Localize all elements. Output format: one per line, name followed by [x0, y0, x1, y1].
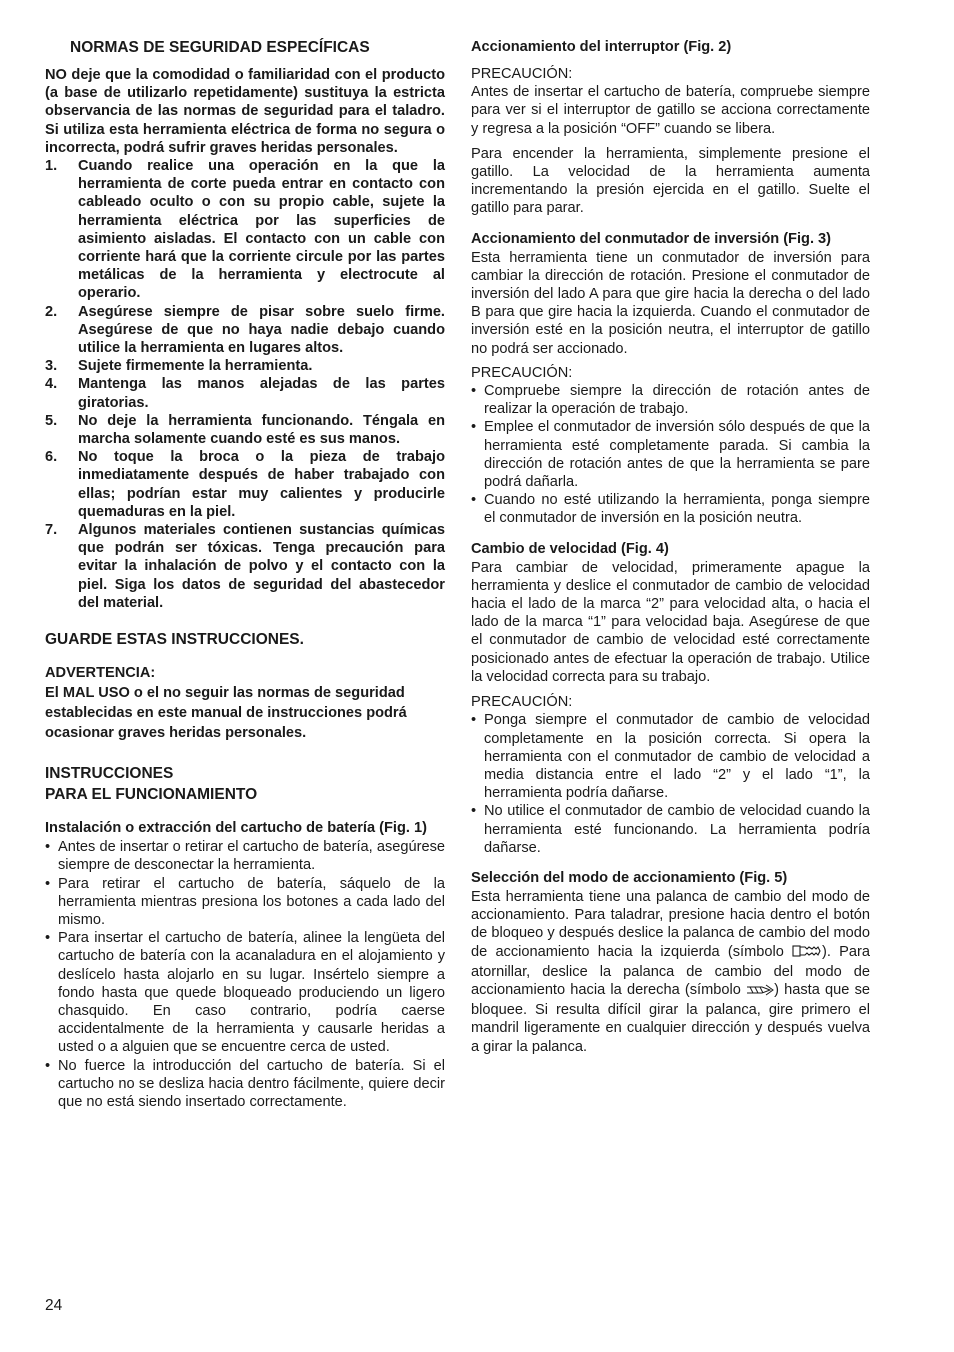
list-item: • Para insertar el cartucho de batería, alinee la lengüeta del cartucho de batería con la acanaladura en el alojamiento y deslícelo hasta alojarlo en su lugar. Insértelo siempre a fondo hasta que quede bloqueado produciendo un ligero chasquido. En caso contrario, podría caerse accidentalmente de la herramienta y causarle heridas a usted o a alguien que se encuentre cerca de usted.	[45, 930, 445, 1056]
list-item: • Cuando no esté utilizando la herramienta, ponga siempre el conmutador de inversión en la posición neutra.	[471, 492, 870, 527]
list-item: 4. Mantenga las manos alejadas de las partes giratorias.	[45, 376, 445, 411]
inversion-prec-label: PRECAUCIÓN:	[471, 364, 573, 381]
advertencia-title: ADVERTENCIA:	[45, 665, 156, 682]
list-item: 5. No deje la herramienta funcionando. Téngala en marcha solamente cuando esté es sus manos.	[45, 412, 445, 448]
advertencia-text: El MAL USO o el no seguir las normas de seguridad establecidas en este manual de instrucciones podrá ocasionar graves heridas personales.	[45, 685, 407, 742]
list-item: • Ponga siempre el conmutador de cambio de velocidad completamente en la posición correcta. Si opera la herramienta con el conmutador de cambio de velocidad a media distancia entre el lado “2” y el lado “1”, la herramienta podría dañarse.	[471, 712, 870, 802]
list-item: • Antes de insertar o retirar el cartucho de batería, asegúrese siempre de desconectar la herramienta.	[45, 839, 445, 874]
normas-intro: NO deje que la comodidad o familiaridad con el producto (a base de utilizarlo repetidamente) sustituya la estricta observancia de las normas de seguridad para el taladro. Si utiliza esta herramienta eléctrica de forma no segura o incorrecta, podrá sufrir graves heridas personales.	[45, 67, 445, 156]
velocidad-prec-label: PRECAUCIÓN:	[471, 694, 573, 711]
list-item: • No fuerce la introducción del cartucho de batería. Si el cartucho no se desliza hacia dentro fácilmente, quiere decir que no está siendo insertado correctamente.	[45, 1057, 445, 1110]
list-item: • Emplee el conmutador de inversión sólo después de que la herramienta esté completamente parada. Si cambia la dirección de rotación antes de que la herramienta se pare podrá dañarla.	[471, 419, 870, 491]
interruptor-text: Para encender la herramienta, simplemente presione el gatillo. La velocidad de la herramienta aumenta incrementando la presión ejercida en el gatillo. Suelte el gatillo para parar.	[471, 145, 870, 217]
list-item: • Compruebe siempre la dirección de rotación antes de realizar la operación de trabajo.	[471, 383, 870, 418]
list-item: 2. Asegúrese siempre de pisar sobre suelo firme. Asegúrese de que no haya nadie debajo cuando utilice la herramienta en lugares altos.	[45, 303, 445, 357]
instr-title-2: PARA EL FUNCIONAMIENTO	[45, 786, 258, 804]
modo-title: Selección del modo de accionamiento (Fig. 5)	[471, 869, 788, 886]
instalacion-title: Instalación o extracción del cartucho de batería (Fig. 1)	[45, 820, 427, 837]
instr-title-1: INSTRUCCIONES	[45, 765, 174, 783]
guarde-heading: GUARDE ESTAS INSTRUCCIONES.	[45, 631, 304, 649]
list-item: 7. Algunos materiales contienen sustancias químicas que podrán ser tóxicas. Tenga precaución para evitar la inhalación de polvo y el contacto con la piel. Siga los datos de seguridad del abastecedor del material.	[45, 522, 445, 611]
inversion-text: Esta herramienta tiene un conmutador de inversión para cambiar la dirección de rotación. Presione el conmutador de inversión del lado A para que gire hacia la derecha o del lado B para que gire hacia la izquierda. Cuando el conmutador de inversión esté en la posición neutra, el interruptor de gatillo no podrá ser accionado.	[471, 249, 870, 357]
page-number: 24	[45, 1297, 63, 1314]
normas-title: NORMAS DE SEGURIDAD ESPECÍFICAS	[70, 39, 370, 56]
screw-mode-icon	[746, 983, 774, 1001]
interruptor-prec-label: PRECAUCIÓN:	[471, 66, 573, 82]
list-item: 3. Sujete firmemente la herramienta.	[45, 358, 313, 375]
list-item: 1. Cuando realice una operación en la que la herramienta de corte pueda entrar en contacto con cableado oculto o con su propio cable, sujete la herramienta eléctrica por las superficies de asimiento aisladas. El contacto con un cable con corriente hará que la corriente circule por las partes metálicas de la herramienta y electrocute al operario.	[45, 158, 445, 302]
safety-rules-list	[45, 157, 445, 612]
left-column	[45, 38, 445, 1111]
list-item: • Para retirar el cartucho de batería, sáquelo de la herramienta mientras presiona los botones a cada lado del mismo.	[45, 875, 445, 928]
interruptor-title: Accionamiento del interruptor (Fig. 2)	[471, 39, 732, 55]
instalacion-list	[45, 838, 445, 1111]
inversion-title: Accionamiento del conmutador de inversión (Fig. 3)	[471, 230, 832, 247]
velocidad-text: Para cambiar de velocidad, primeramente apague la herramienta y deslice el conmutador de cambio de velocidad hacia el lado de la marca “2” para velocidad alta, o hacia el lado de la marca “1” para velocidad baja. Asegúrese de que el conmutador de cambio de velocidad esté correctamente posicionado antes de efectuar la operación de trabajo. Utilice la velocidad correcta para su trabajo.	[471, 559, 870, 685]
velocidad-prec-list	[471, 711, 870, 857]
list-item: 6. No toque la broca o la pieza de trabajo inmediatamente después de haber trabajado con ellas; podrían estar muy calientes y producirle quemaduras en la piel.	[45, 449, 445, 520]
right-column	[471, 38, 870, 1056]
list-item: • No utilice el conmutador de cambio de velocidad cuando la herramienta esté funcionando. La herramienta podría dañarse.	[471, 803, 870, 856]
drill-mode-icon	[792, 944, 822, 963]
inversion-prec-list	[471, 382, 870, 528]
velocidad-title: Cambio de velocidad (Fig. 4)	[471, 540, 669, 557]
modo-text: Esta herramienta tiene una palanca de cambio del modo de accionamiento. Para taladrar, presione hacia dentro el botón de bloqueo y después deslice la palanca de cambio del modo de accionamiento hacia la izquierda (símbolo ). Para atornillar, deslice la palanca de cambio del modo de accionamiento hacia la derecha (símbolo ) hasta que se bloquee. Si resulta difícil girar la palanca, gire primero el mandril ligeramente en cualquier dirección y después vuelva a girar la palanca.	[471, 888, 871, 1055]
interruptor-prec-text: Antes de insertar el cartucho de batería, compruebe siempre para ver si el interruptor de gatillo se acciona correctamente y regresa a la posición “OFF” cuando se libera.	[471, 84, 870, 137]
